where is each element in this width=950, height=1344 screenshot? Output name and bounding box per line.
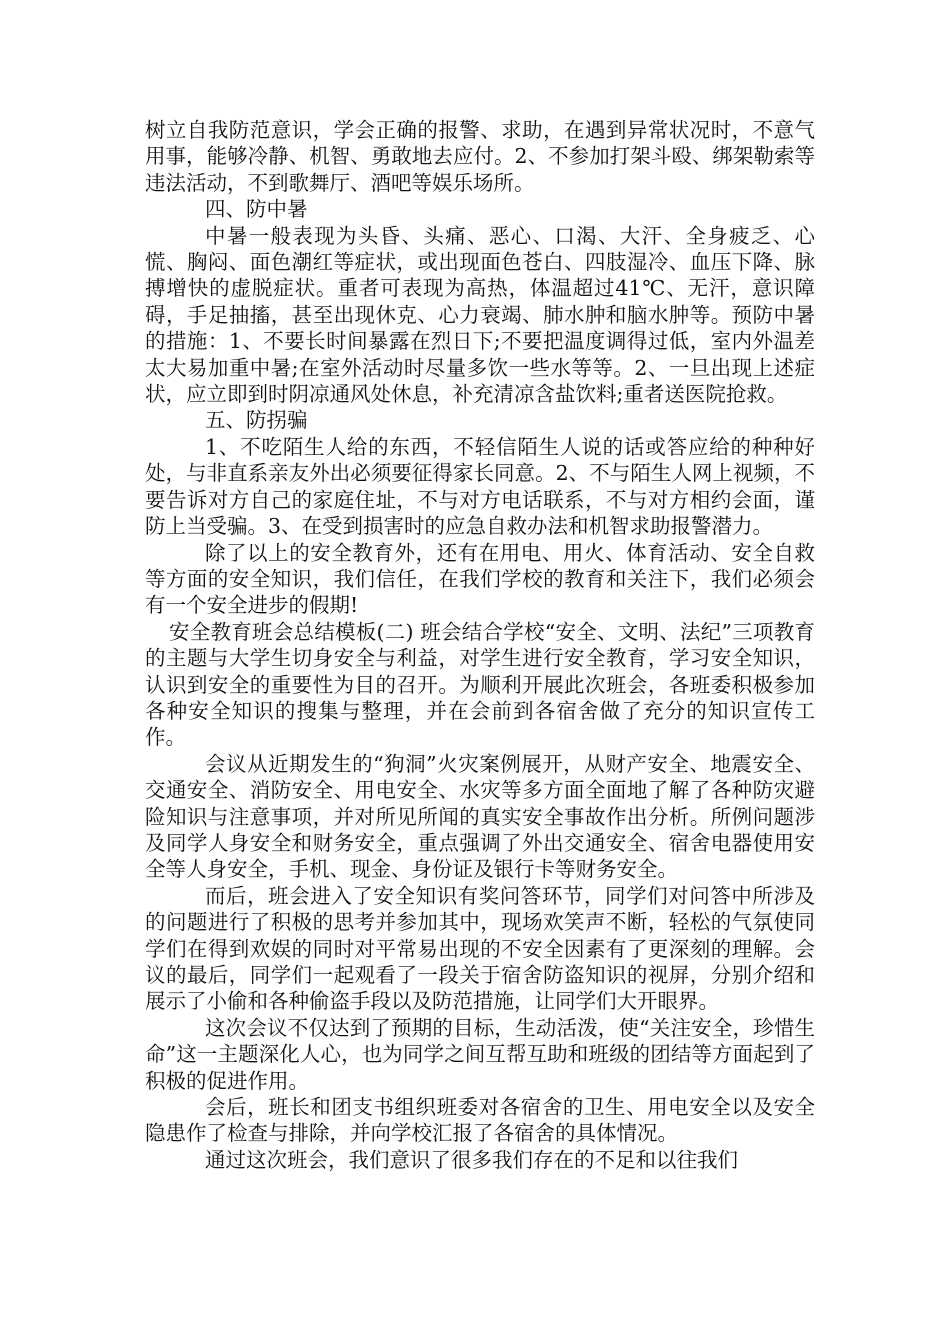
paragraph-quiz-session: 而后，班会进入了安全知识有奖问答环节，同学们对问答中所涉及的问题进行了积极的思考并参加其中，现场欢笑声不断，轻松的气氛使同学们在得到欢娱的同时对平常易出现的不安全因素有了更深刻的理解。会议的最后，同学们一起观看了一段关于宿舍防盗知识的视屏，分别介绍和展示了小偷和各种偷盗手段以及防范措施，让同学们大开眼界。 <box>145 883 815 1014</box>
paragraph-heatstroke: 中暑一般表现为头昏、头痛、恶心、口渴、大汗、全身疲乏、心慌、胸闷、面色潮红等症状，或出现面色苍白、四肢湿冷、血压下降、脉搏增快的虚脱症状。重者可表现为高热，体温超过41℃、无汗，意识障碍，手足抽搐，甚至出现休克、心力衰竭、肺水肿和脑水肿等。预防中暑的措施：1、不要长时间暴露在烈日下;不要把温度调得过低，室内外温差太大易加重中暑;在室外活动时尽量多饮一些水等等。2、一旦出现上述症状，应立即到时阴凉通风处休息，补充清凉含盐饮料;重者送医院抢救。 <box>145 223 815 407</box>
paragraph-dorm-inspection: 会后，班长和团支书组织班委对各宿舍的卫生、用电安全以及安全隐患作了检查与排除，并向学校汇报了各宿舍的具体情况。 <box>145 1095 815 1146</box>
paragraph-abduction: 1、不吃陌生人给的东西，不轻信陌生人说的话或答应给的种种好处，与非直系亲友外出必须要征得家长同意。2、不与陌生人网上视频，不要告诉对方自己的家庭住址，不与对方电话联系，不与对方相约会面，谨防上当受骗。3、在受到损害时的应急自救办法和机智求助报警潜力。 <box>145 434 815 539</box>
paragraph-summary-template-two: 安全教育班会总结模板(二) 班会结合学校“安全、文明、法纪”三项教育的主题与大学生切身安全与利益，对学生进行安全教育，学习安全知识，认识到安全的重要性为目的召开。为顺利开展此次班会，各班委积极参加各种安全知识的搜集与整理，并在会前到各宿舍做了充分的知识宣传工作。 <box>145 619 815 750</box>
paragraph-conclusion: 通过这次班会，我们意识了很多我们存在的不足和以往我们 <box>205 1147 738 1172</box>
paragraph-meeting-cases: 会议从近期发生的“狗洞”火灾案例展开，从财产安全、地震安全、交通安全、消防安全、用电安全、水灾等多方面全面地了解了各种防灾避险知识与注意事项，并对所见所闻的真实安全事故作出分析。所例问题涉及同学人身安全和财务安全，重点强调了外出交通安全、宿舍电器使用安全等人身安全，手机、现金、身份证及银行卡等财务安全。 <box>145 751 815 882</box>
section-heading-heatstroke: 四、防中暑 <box>205 197 308 222</box>
section-heading-abduction: 五、防拐骗 <box>205 408 308 433</box>
document-body <box>145 117 815 1173</box>
paragraph-holiday-safety: 除了以上的安全教育外，还有在用电、用火、体育活动、安全自救等方面的安全知识，我们信任，在我们学校的教育和关注下，我们必须会有一个安全进步的假期! <box>145 540 815 618</box>
paragraph-self-protection: 树立自我防范意识，学会正确的报警、求助，在遇到异常状况时，不意气用事，能够冷静、机智、勇敢地去应付。2、不参加打架斗殴、绑架勒索等违法活动，不到歌舞厅、酒吧等娱乐场所。 <box>145 118 815 195</box>
paragraph-meeting-goals: 这次会议不仅达到了预期的目标，生动活泼，使“关注安全，珍惜生命”这一主题深化人心，也为同学之间互帮互助和班级的团结等方面起到了积极的促进作用。 <box>145 1015 815 1093</box>
